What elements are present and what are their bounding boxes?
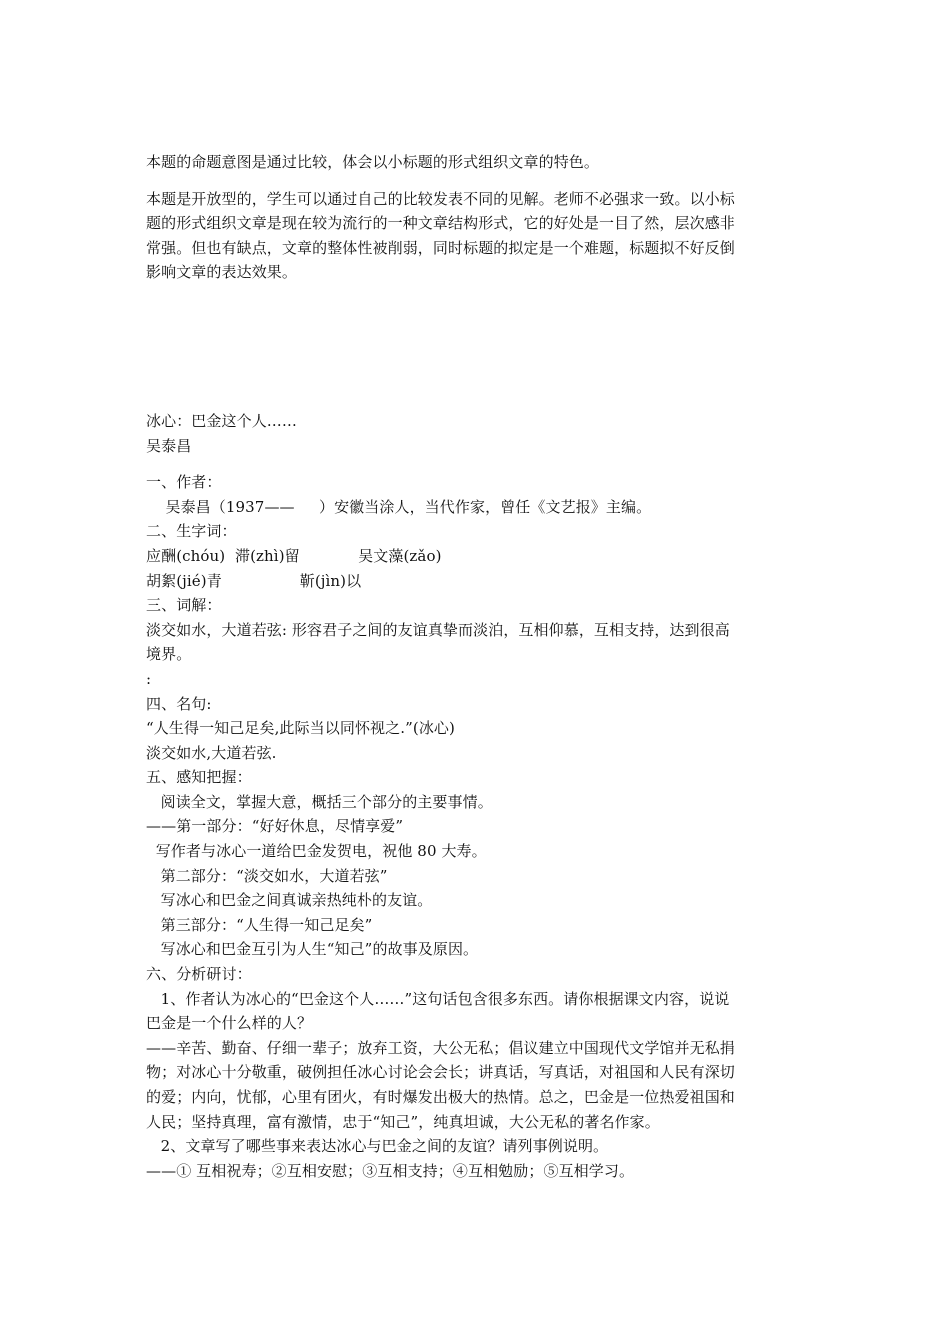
notes-line: 应酬(chóu) 滞(zhì)留 吴文藻(zǎo) <box>146 546 442 565</box>
notes-line: ——① 互相祝寿；②互相安慰；③互相支持；④互相勉励；⑤互相学习。 <box>146 1161 635 1180</box>
document-page <box>146 150 812 1183</box>
intro-paragraph-2 <box>146 187 812 285</box>
notes-line: 第三部分：“人生得一知己足矣” <box>146 915 373 934</box>
intro-paragraph-2-line: 常强。但也有缺点，文章的整体性被削弱，同时标题的拟定是一个难题，标题拟不好反倒 <box>146 238 735 257</box>
notes-line: 淡交如水,大道若弦. <box>146 743 277 762</box>
notes-line: ——第一部分：“好好休息，尽情享爱” <box>146 817 404 836</box>
notes-line: 2、文章写了哪些事来表达冰心与巴金之间的友谊？请列事例说明。 <box>146 1137 609 1156</box>
spacer <box>146 458 812 470</box>
notes-line: “人生得一知己足矣,此际当以同怀视之.”(冰心) <box>146 719 455 738</box>
intro-paragraph-2-line: 影响文章的表达效果。 <box>146 263 298 282</box>
notes-line: 1、作者认为冰心的“巴金这个人……”这句话包含很多东西。请你根据课文内容，说说 <box>146 989 730 1008</box>
notes-line: 淡交如水，大道若弦: 形容君子之间的友谊真挚而淡泊，互相仰慕，互相支持，达到很高 <box>146 620 730 639</box>
notes-line: 三、词解： <box>146 596 222 615</box>
spacer <box>146 285 812 409</box>
notes-line: 物；对冰心十分敬重，破例担任冰心讨论会会长；讲真话，写真话，对祖国和人民有深切 <box>146 1063 735 1082</box>
notes-line: 巴金是一个什么样的人？ <box>146 1014 313 1033</box>
intro-paragraph-2-line: 本题是开放型的，学生可以通过自己的比较发表不同的见解。老师不必强求一致。以小标 <box>146 189 735 208</box>
notes-line: 写作者与冰心一道给巴金发贺电，祝他 80 大寿。 <box>146 842 487 861</box>
notes-line: 的爱；内向，忧郁，心里有团火，有时爆发出极大的热情。总之，巴金是一位热爱祖国和 <box>146 1088 735 1106</box>
article-author: 吴泰昌 <box>146 436 192 455</box>
notes-line: 六、分析研讨： <box>146 965 252 984</box>
spacer <box>146 175 812 187</box>
notes-line: : <box>146 669 152 688</box>
notes-line: 人民；坚持真理，富有激情，忠于“知己”，纯真坦诚，大公无私的著名作家。 <box>146 1112 660 1131</box>
notes-line: 四、名句: <box>146 694 212 713</box>
notes-line: 写冰心和巴金之间真诚亲热纯朴的友谊。 <box>146 891 433 910</box>
notes-line: 一、作者： <box>146 473 222 492</box>
study-notes <box>146 470 812 1183</box>
notes-line: 五、感知把握： <box>146 768 252 787</box>
notes-line: 阅读全文，掌握大意，概括三个部分的主要事情。 <box>146 792 493 811</box>
notes-line: 第二部分：“淡交如水，大道若弦” <box>146 866 388 885</box>
notes-line: 写冰心和巴金互引为人生“知己”的故事及原因。 <box>146 940 479 959</box>
article-title: 冰心：巴金这个人…… <box>146 411 298 430</box>
intro-paragraph-1: 本题的命题意图是通过比较，体会以小标题的形式组织文章的特色。 <box>146 153 600 171</box>
notes-line: 吴泰昌（1937—— ）安徽当涂人，当代作家，曾任《文艺报》主编。 <box>146 497 652 516</box>
notes-line: 境界。 <box>146 645 192 664</box>
intro-paragraph-2-line: 题的形式组织文章是现在较为流行的一种文章结构形式，它的好处是一目了然，层次感非 <box>146 214 735 233</box>
notes-line: ——辛苦、勤奋、仔细一辈子；放弃工资，大公无私；倡议建立中国现代文学馆并无私捐 <box>146 1038 735 1057</box>
notes-line: 二、生字词： <box>146 522 237 541</box>
notes-line: 胡絮(jié)青 靳(jìn)以 <box>146 571 362 590</box>
